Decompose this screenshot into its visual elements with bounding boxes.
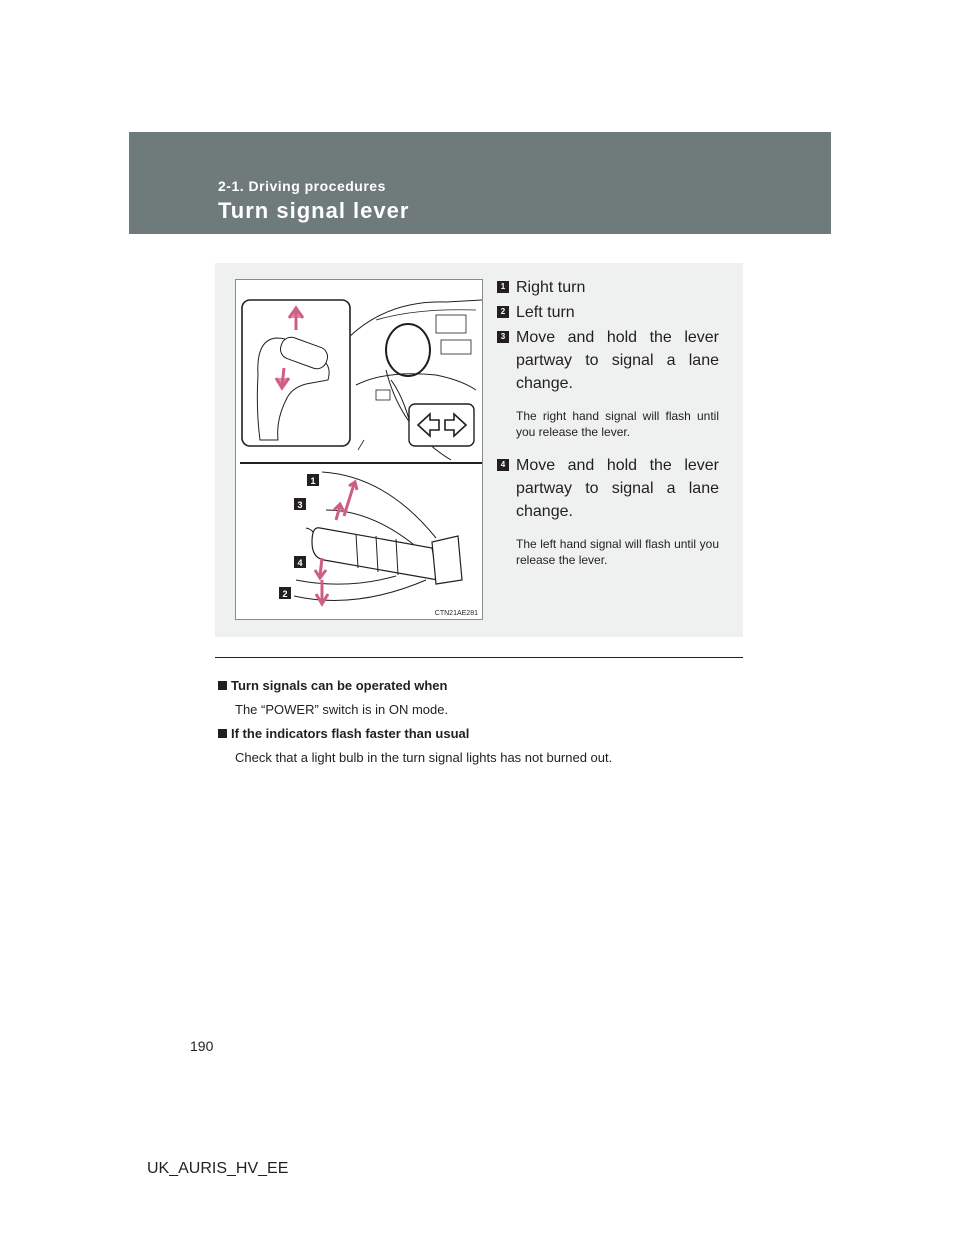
item-text: Right turn (516, 279, 586, 296)
note-body: The “POWER” switch is in ON mode. (235, 702, 449, 717)
callout-1: 1 (310, 476, 316, 486)
item-number: 4 (497, 459, 509, 471)
square-bullet-icon (218, 729, 227, 738)
square-bullet-icon (218, 681, 227, 690)
item-text: Move and hold the lever partway to signal a lane change. (516, 457, 719, 520)
callout-4: 4 (297, 558, 303, 568)
page-number: 190 (190, 1038, 214, 1054)
lever-drawing (236, 280, 482, 619)
list-item (497, 326, 719, 395)
callout-3: 3 (297, 500, 303, 510)
list-item (497, 276, 719, 299)
section-divider (215, 657, 743, 658)
callout-list (497, 276, 719, 582)
list-item (497, 301, 719, 324)
item-number: 2 (497, 306, 509, 318)
item-number: 1 (497, 281, 509, 293)
list-item (497, 454, 719, 523)
header-bar (129, 132, 831, 234)
document-code: UK_AURIS_HV_EE (147, 1160, 289, 1177)
page-title: Turn signal lever (218, 198, 410, 223)
item-text: Move and hold the lever partway to signal a lane change. (516, 329, 719, 392)
note-body: Check that a light bulb in the turn signal lights has not burned out. (235, 750, 613, 765)
item-note: The left hand signal will flash until you release the lever. (516, 537, 719, 567)
item-number: 3 (497, 331, 509, 343)
notes-section (215, 678, 743, 774)
section-label: 2-1. Driving procedures (218, 178, 386, 194)
turn-signal-illustration (235, 279, 483, 620)
note-heading: If the indicators flash faster than usual (215, 726, 743, 742)
callout-2: 2 (282, 589, 288, 599)
note-heading: Turn signals can be operated when (215, 678, 743, 694)
item-text: Left turn (516, 304, 575, 321)
item-note: The right hand signal will flash until you release the lever. (516, 409, 719, 439)
illustration-code: CTN21AE281 (434, 610, 478, 617)
